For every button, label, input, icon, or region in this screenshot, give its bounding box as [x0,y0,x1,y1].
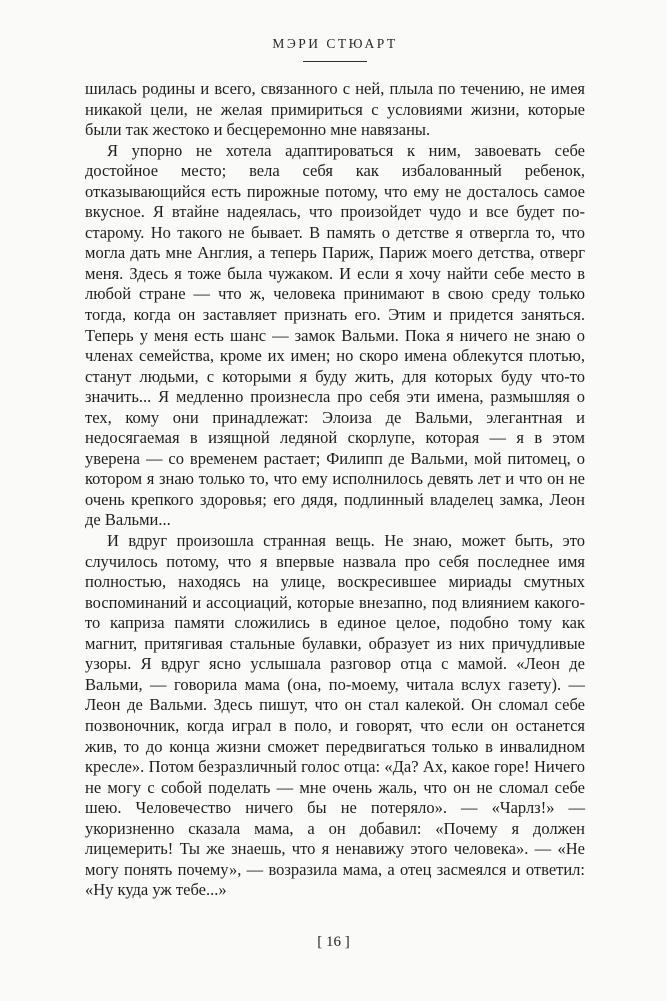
page-body [85,79,585,901]
header-divider [303,61,367,62]
paragraph: И вдруг произошла странная вещь. Не знаю, может быть, это случилось потому, что я впервые назвала про себя последнее имя полностью, находясь на улице, воскресившее мириады смутных воспоминаний и ассоциаций, которые внезапно, под влиянием какого-то каприза памяти сложились в единое целое, подобно тому как магнит, притягивая стальные булавки, образует из них причудливые узоры. Я вдруг ясно услышала разговор отца с мамой. «Леон де Вальми, — говорила мама (она, по-моему, читала вслух газету). — Леон де Вальми. Здесь пишут, что он стал калекой. Он сломал себе позвоночник, когда играл в поло, и говорят, что если он останется жив, то до конца жизни сможет передвигаться только в инвалидном кресле». Потом безразличный голос отца: «Да? Ах, какое горе! Ничего не могу с собой поделать — мне очень жаль, что он не сломал себе шею. Человечество ничего бы не потеряло». — «Чарлз!» — укоризненно сказала мама, а он добавил: «Почему я должен лицемерить! Ты же знаешь, что я ненавижу этого человека». — «Не могу понять почему», — возразила мама, а отец засмеялся и ответил: «Ну куда уж тебе...» [85,531,585,900]
paragraph: шилась родины и всего, связанного с ней, плыла по течению, не имея никакой цели, не желая примириться с условиями жизни, которые были так жестоко и бесцеремонно мне навязаны. [85,79,585,140]
running-header: МЭРИ СТЮАРТ [272,36,398,51]
paragraph: Я упорно не хотела адаптироваться к ним, завоевать себе достойное место; вела себя как избалованный ребенок, отказывающийся есть пирожные потому, что ему не досталось самое вкусное. Я втайне надеялась, что произойдет чудо и все будет по-старому. Но такого не бывает. В память о детстве я отвергла то, что могла дать мне Англия, а теперь Париж, Париж моего детства, отверг меня. Здесь я тоже была чужаком. И если я хочу найти себе место в любой стране — что ж, человека принимают в свою среду только тогда, когда он заставляет признать его. Этим и придется заняться. Теперь у меня есть шанс — замок Вальми. Пока я ничего не знаю о членах семейства, кроме их имен; но скоро имена облекутся плотью, станут людьми, с которыми я буду жить, для которых буду что-то значить... Я медленно произнесла про себя эти имена, размышляя о тех, кому они принадлежат: Элоиза де Вальми, элегантная и недосягаемая в изящной ледяной скорлупе, которая — я в этом уверена — со временем растает; Филипп де Вальми, мой питомец, о котором я знаю только то, что ему исполнилось девять лет и что он не очень крепкого здоровья; его дядя, подлинный владелец замка, Леон де Вальми... [85,140,585,530]
page-number: [ 16 ] [317,934,350,950]
